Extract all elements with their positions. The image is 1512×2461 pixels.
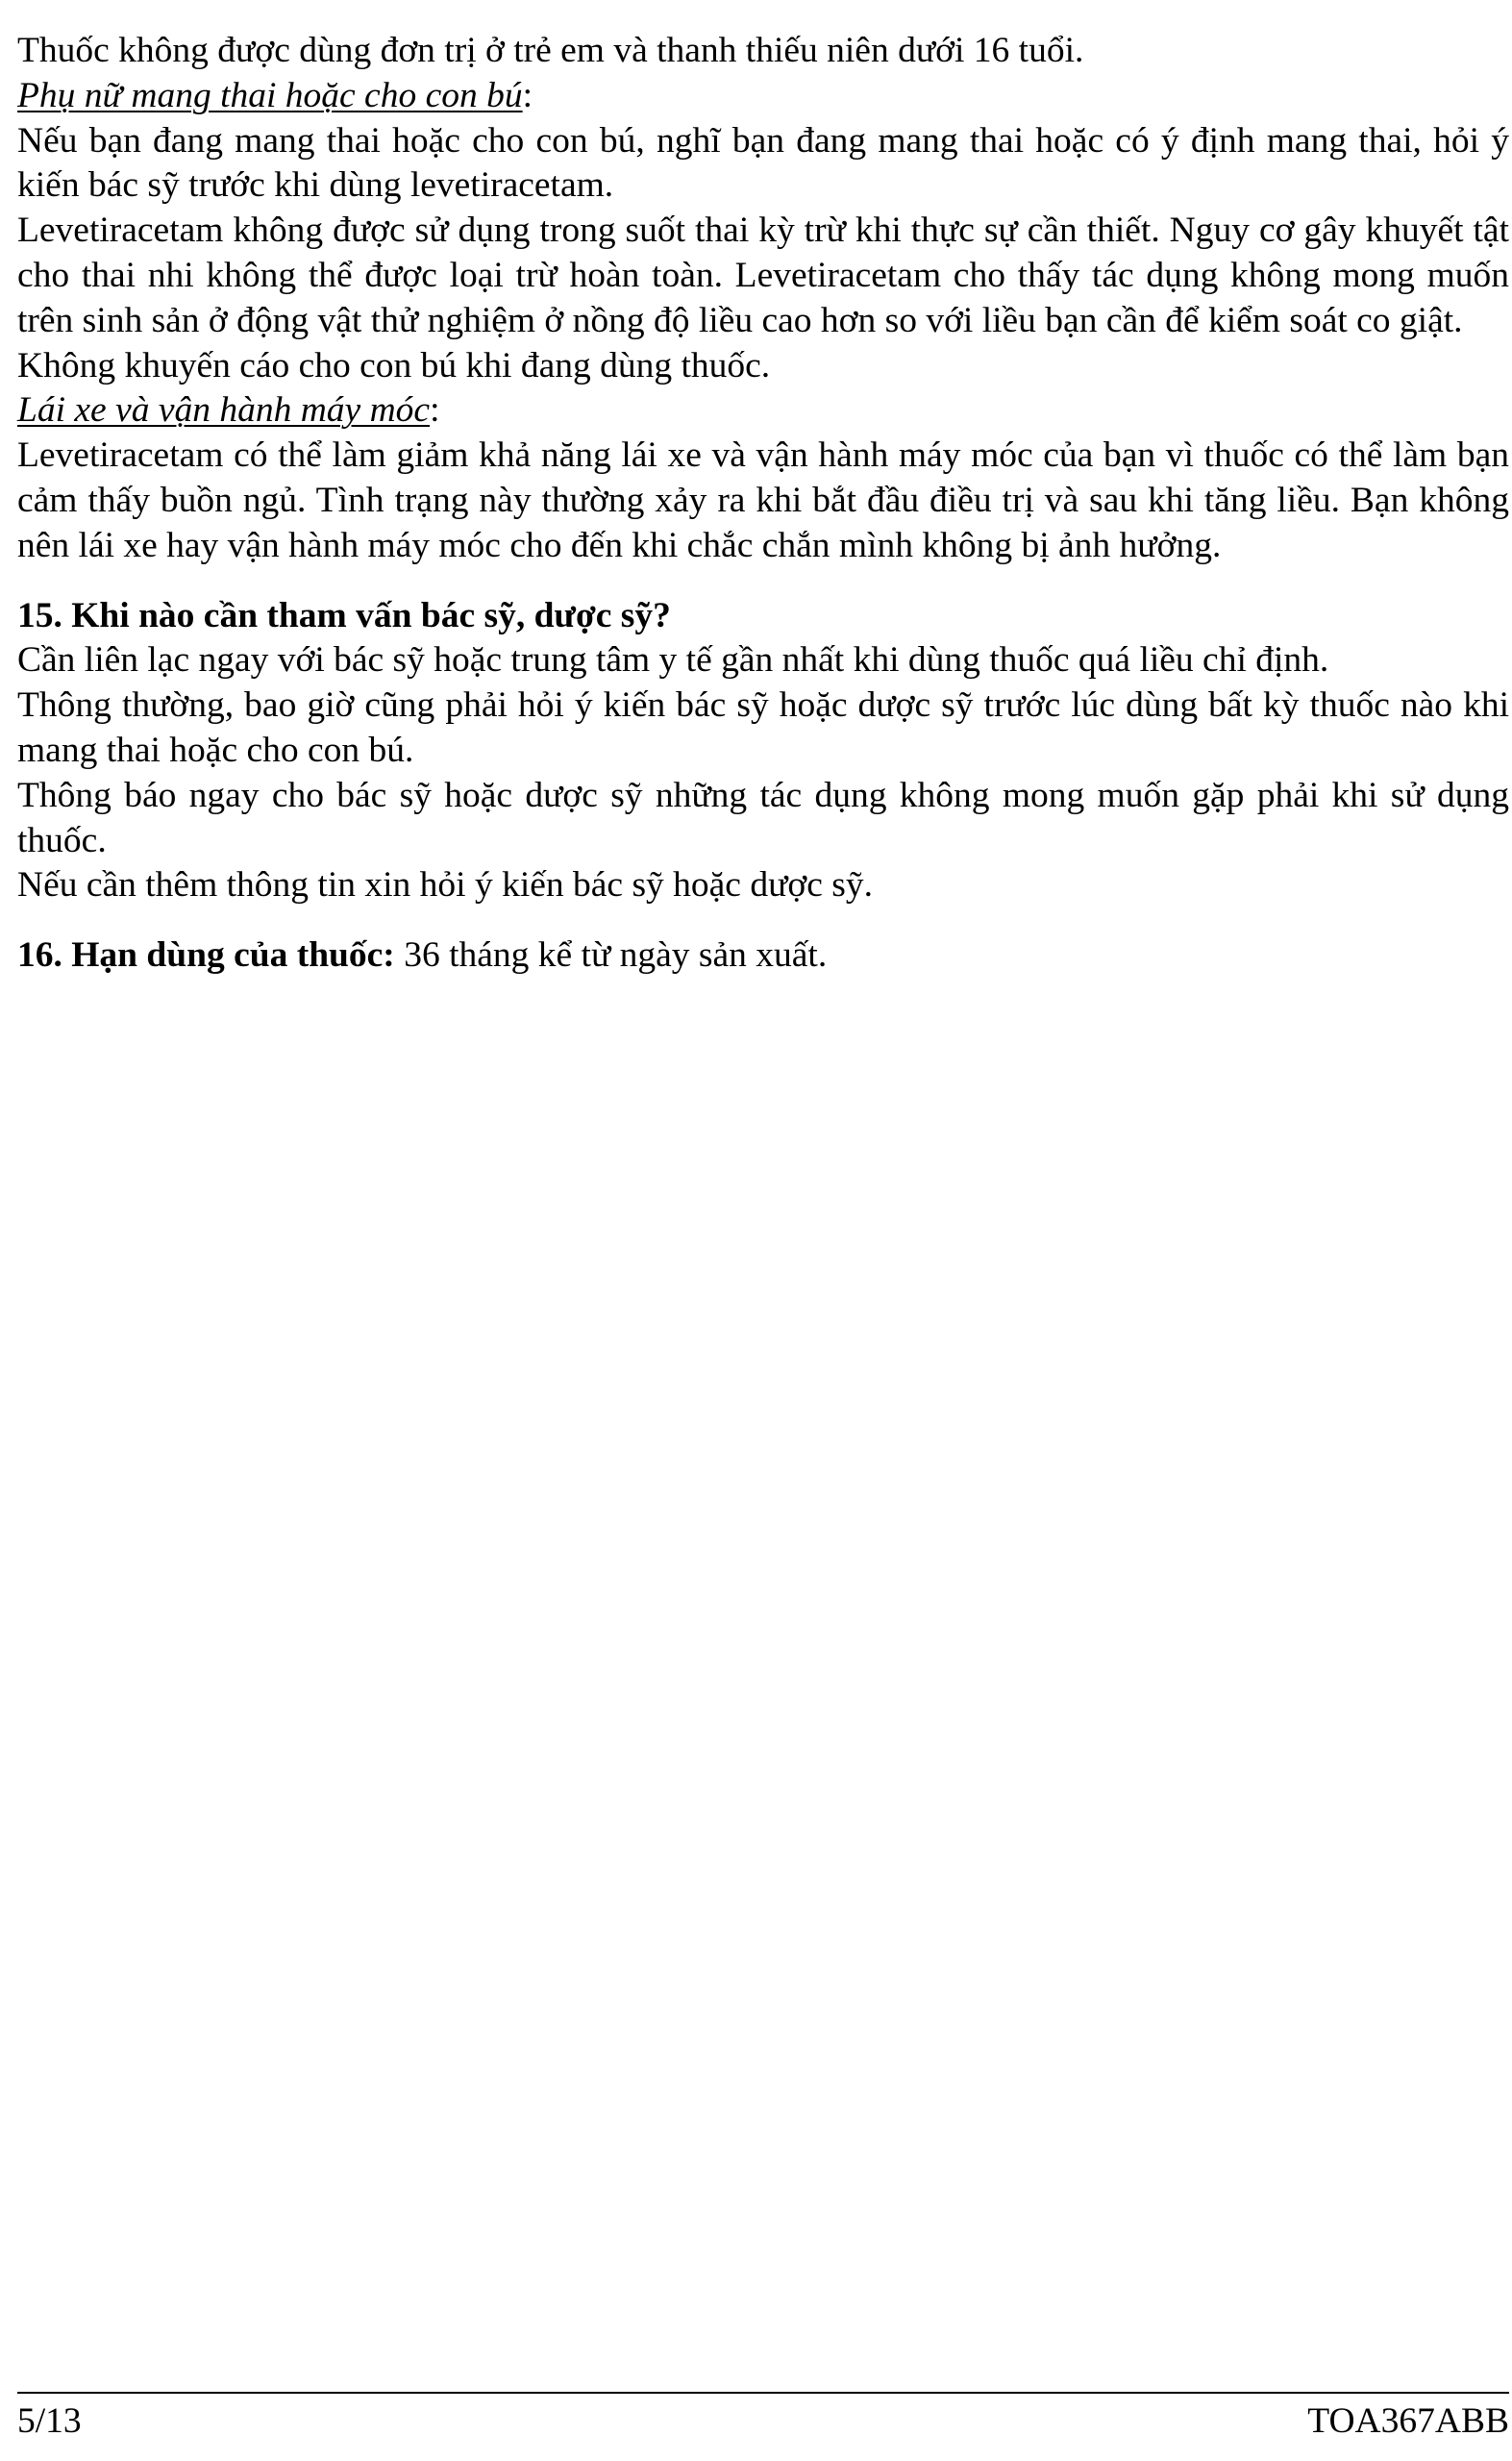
paragraph-more-info: Nếu cần thêm thông tin xin hỏi ý kiến bác sỹ hoặc dược sỹ.	[17, 865, 873, 906]
paragraph-driving: Levetiracetam có thể làm giảm khả năng lái xe và vận hành máy móc của bạn vì thuốc có thể làm bạn cảm thấy buồn ngủ. Tình trạng này thường xảy ra khi bắt đầu điều trị và sau khi tăng liều. Bạn không nên lái xe hay vận hành máy móc cho đến khi chắc chắn mình không bị ảnh hưởng.	[17, 435, 1509, 565]
paragraph-pregnancy-advice: Nếu bạn đang mang thai hoặc cho con bú, nghĩ bạn đang mang thai hoặc có ý định mang thai, hỏi ý kiến bác sỹ trước khi dùng levetiracetam.	[17, 120, 1509, 206]
document-body	[17, 29, 1509, 979]
page-number: 5/13	[17, 2401, 82, 2441]
paragraph-report-side-effects: Thông báo ngay cho bác sỹ hoặc dược sỹ những tác dụng không mong muốn gặp phải khi sử dụng thuốc.	[17, 775, 1509, 860]
paragraph-consult-pregnancy: Thông thường, bao giờ cũng phải hỏi ý kiến bác sỹ hoặc dược sỹ trước lúc dùng bất kỳ thuốc nào khi mang thai hoặc cho con bú.	[17, 685, 1509, 770]
paragraph-overdose-contact: Cần liên lạc ngay với bác sỹ hoặc trung tâm y tế gần nhất khi dùng thuốc quá liều chỉ định.	[17, 640, 1329, 681]
subheading-driving-colon: :	[430, 390, 440, 431]
paragraph-breastfeeding: Không khuyến cáo cho con bú khi đang dùng thuốc.	[17, 345, 771, 385]
page-footer	[17, 2399, 1509, 2444]
subheading-pregnancy-colon: :	[522, 75, 533, 115]
subheading-pregnancy-label: Phụ nữ mang thai hoặc cho con bú	[17, 75, 523, 115]
subheading-driving	[17, 388, 1509, 434]
section-heading-16: 16. Hạn dùng của thuốc:	[17, 935, 395, 976]
document-code: TOA367ABB	[1307, 2401, 1509, 2441]
section-heading-15: 15. Khi nào cần tham vấn bác sỹ, dược sỹ?	[17, 595, 671, 635]
footer-divider	[17, 2392, 1509, 2394]
subheading-pregnancy	[17, 74, 1509, 119]
paragraph-age-restriction: Thuốc không được dùng đơn trị ở trẻ em và thanh thiếu niên dưới 16 tuổi.	[17, 31, 1084, 70]
paragraph-pregnancy-risk: Levetiracetam không được sử dụng trong suốt thai kỳ trừ khi thực sự cần thiết. Nguy cơ gây khuyết tật cho thai nhi không thể được loại trừ hoàn toàn. Levetiracetam cho thấy tác dụng không mong muốn trên sinh sản ở động vật thử nghiệm ở nồng độ liều cao hơn so với liều bạn cần để kiểm soát co giật.	[17, 211, 1509, 340]
subheading-driving-label: Lái xe và vận hành máy móc	[17, 390, 431, 431]
section-16-shelf-life	[17, 933, 1509, 979]
shelf-life-text: 36 tháng kể từ ngày sản xuất.	[394, 935, 828, 976]
